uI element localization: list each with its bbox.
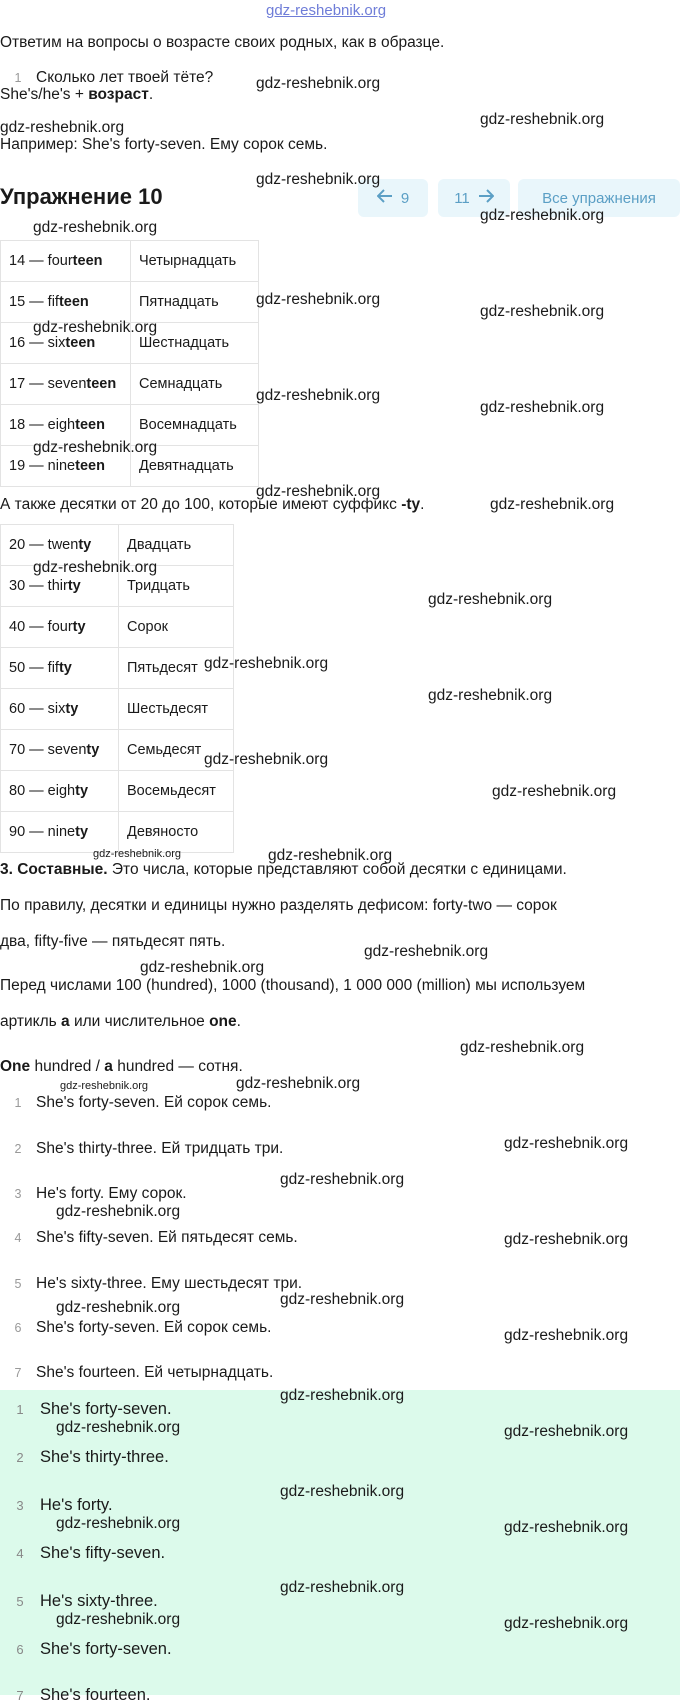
watermark: gdz-reshebnik.org [33, 319, 158, 336]
watermark: gdz-reshebnik.org [256, 291, 381, 308]
watermark: gdz-reshebnik.org [480, 399, 605, 416]
list-item: 5 He's sixty-three. Ему шестьдесят три. [14, 1275, 303, 1292]
compound-heading-line: 3. Составные. Это числа, которые представляют собой десятки с единицами. [0, 861, 567, 878]
answer-item: 6 She's forty-seven. [16, 1640, 172, 1658]
table-row: 30 — thirty Тридцать [1, 566, 234, 607]
all-exercises-label: Все упражнения [542, 189, 656, 207]
watermark: gdz-reshebnik.org [280, 1579, 405, 1596]
arrow-right-icon [478, 189, 494, 207]
watermark: gdz-reshebnik.org [256, 171, 381, 188]
compound-rule-cont: два, fifty-five — пятьдесят пять. [0, 933, 226, 950]
watermark: gdz-reshebnik.org [204, 655, 329, 672]
watermark: gdz-reshebnik.org [280, 1483, 405, 1500]
watermark: gdz-reshebnik.org [33, 219, 158, 236]
watermark: gdz-reshebnik.org [268, 847, 393, 864]
answer-item: 7 She's fourteen. [16, 1686, 151, 1704]
table-row: 90 — ninety Девяносто [1, 812, 234, 853]
pattern-text: She's/he's + возраст. [0, 86, 154, 103]
instruction-text: Ответим на вопросы о возрасте своих родных, как в образце. [0, 34, 445, 51]
watermark: gdz-reshebnik.org [280, 1291, 405, 1308]
watermark: gdz-reshebnik.org [364, 943, 489, 960]
list-item: 2 She's thirty-three. Ей тридцать три. [14, 1140, 284, 1157]
list-item: 3 He's forty. Ему сорок. [14, 1185, 187, 1202]
watermark: gdz-reshebnik.org [504, 1423, 629, 1440]
answer-item: 2 She's thirty-three. [16, 1448, 169, 1466]
list-item: 1 She's forty-seven. Ей сорок семь. [14, 1094, 272, 1111]
watermark: gdz-reshebnik.org [204, 751, 329, 768]
watermark: gdz-reshebnik.org [504, 1615, 629, 1632]
site-link[interactable]: gdz-reshebnik.org [266, 2, 387, 19]
watermark: gdz-reshebnik.org [0, 119, 125, 136]
table-row: 80 — eighty Восемьдесят [1, 771, 234, 812]
compound-heading: 3. Составные. [0, 861, 108, 878]
watermark: gdz-reshebnik.org [490, 496, 615, 513]
table-row: 14 — fourteen Четырнадцать [1, 241, 259, 282]
answer-item: 3 He's forty. [16, 1496, 113, 1514]
table-row: 70 — seventy Семьдесят [1, 730, 234, 771]
question-peek [0, 69, 213, 83]
watermark: gdz-reshebnik.org [428, 687, 553, 704]
watermark: gdz-reshebnik.org [492, 783, 617, 800]
hundred-example: One hundred / a hundred — сотня. [0, 1058, 243, 1075]
watermark: gdz-reshebnik.org [428, 591, 553, 608]
watermark: gdz-reshebnik.org [33, 559, 158, 576]
table-row: 15 — fifteen Пятнадцать [1, 282, 259, 323]
arrow-left-icon [377, 189, 393, 207]
watermark: gdz-reshebnik.org [256, 75, 381, 92]
watermark: gdz-reshebnik.org [460, 1039, 585, 1056]
answer-item: 5 He's sixty-three. [16, 1592, 158, 1610]
watermark: gdz-reshebnik.org [236, 1075, 361, 1092]
table-row: 60 — sixty Шестьдесят [1, 689, 234, 730]
watermark: gdz-reshebnik.org [56, 1203, 181, 1220]
watermark: gdz-reshebnik.org [33, 439, 158, 456]
table-row: 19 — nineteen Девятнадцать [1, 446, 259, 487]
watermark: gdz-reshebnik.org [504, 1519, 629, 1536]
list-item: 6 She's forty-seven. Ей сорок семь. [14, 1319, 272, 1336]
list-item: 4 She's fifty-seven. Ей пятьдесят семь. [14, 1229, 298, 1246]
table-row: 50 — fifty Пятьдесят [1, 648, 234, 689]
exercise-title: Упражнение 10 [0, 184, 163, 209]
table-row: 20 — twenty Двадцать [1, 525, 234, 566]
article-rule: Перед числами 100 (hundred), 1000 (thousand), 1 000 000 (million) мы используем [0, 977, 586, 994]
question-text: Сколько лет твоей тёте? [36, 69, 214, 83]
watermark: gdz-reshebnik.org [480, 207, 605, 224]
watermark: gdz-reshebnik.org [93, 848, 182, 860]
watermark: gdz-reshebnik.org [56, 1611, 181, 1628]
table-row: 17 — seventeen Семнадцать [1, 364, 259, 405]
compound-rule: По правилу, десятки и единицы нужно разделять дефисом: forty-two — сорок [0, 897, 557, 914]
watermark: gdz-reshebnik.org [256, 387, 381, 404]
table-row: 16 — sixteen Шестнадцать [1, 323, 259, 364]
article-rule-cont: артикль a или числительное one. [0, 1013, 241, 1030]
answer-item: 4 She's fifty-seven. [16, 1544, 166, 1562]
watermark: gdz-reshebnik.org [56, 1299, 181, 1316]
watermark: gdz-reshebnik.org [60, 1080, 149, 1092]
prev-exercise-label: 9 [400, 189, 410, 207]
watermark: gdz-reshebnik.org [480, 111, 605, 128]
question-number: 1 [14, 71, 22, 83]
watermark: gdz-reshebnik.org [504, 1135, 629, 1152]
next-exercise-label: 11 [454, 189, 470, 207]
watermark: gdz-reshebnik.org [140, 959, 265, 976]
watermark: gdz-reshebnik.org [56, 1515, 181, 1532]
watermark: gdz-reshebnik.org [280, 1387, 405, 1404]
example-text: Например: She's forty-seven. Ему сорок семь. [0, 136, 328, 153]
watermark: gdz-reshebnik.org [504, 1327, 629, 1344]
table-row: 18 — eighteen Восемнадцать [1, 405, 259, 446]
tens-intro: А также десятки от 20 до 100, которые имеют суффикс -ty. [0, 496, 425, 513]
answer-item: 1 She's forty-seven. [16, 1400, 172, 1418]
watermark: gdz-reshebnik.org [256, 483, 381, 500]
watermark: gdz-reshebnik.org [480, 303, 605, 320]
watermark: gdz-reshebnik.org [280, 1171, 405, 1188]
watermark: gdz-reshebnik.org [504, 1231, 629, 1248]
table-row: 40 — fourty Сорок [1, 607, 234, 648]
watermark: gdz-reshebnik.org [56, 1419, 181, 1436]
list-item: 7 She's fourteen. Ей четырнадцать. [14, 1364, 274, 1381]
